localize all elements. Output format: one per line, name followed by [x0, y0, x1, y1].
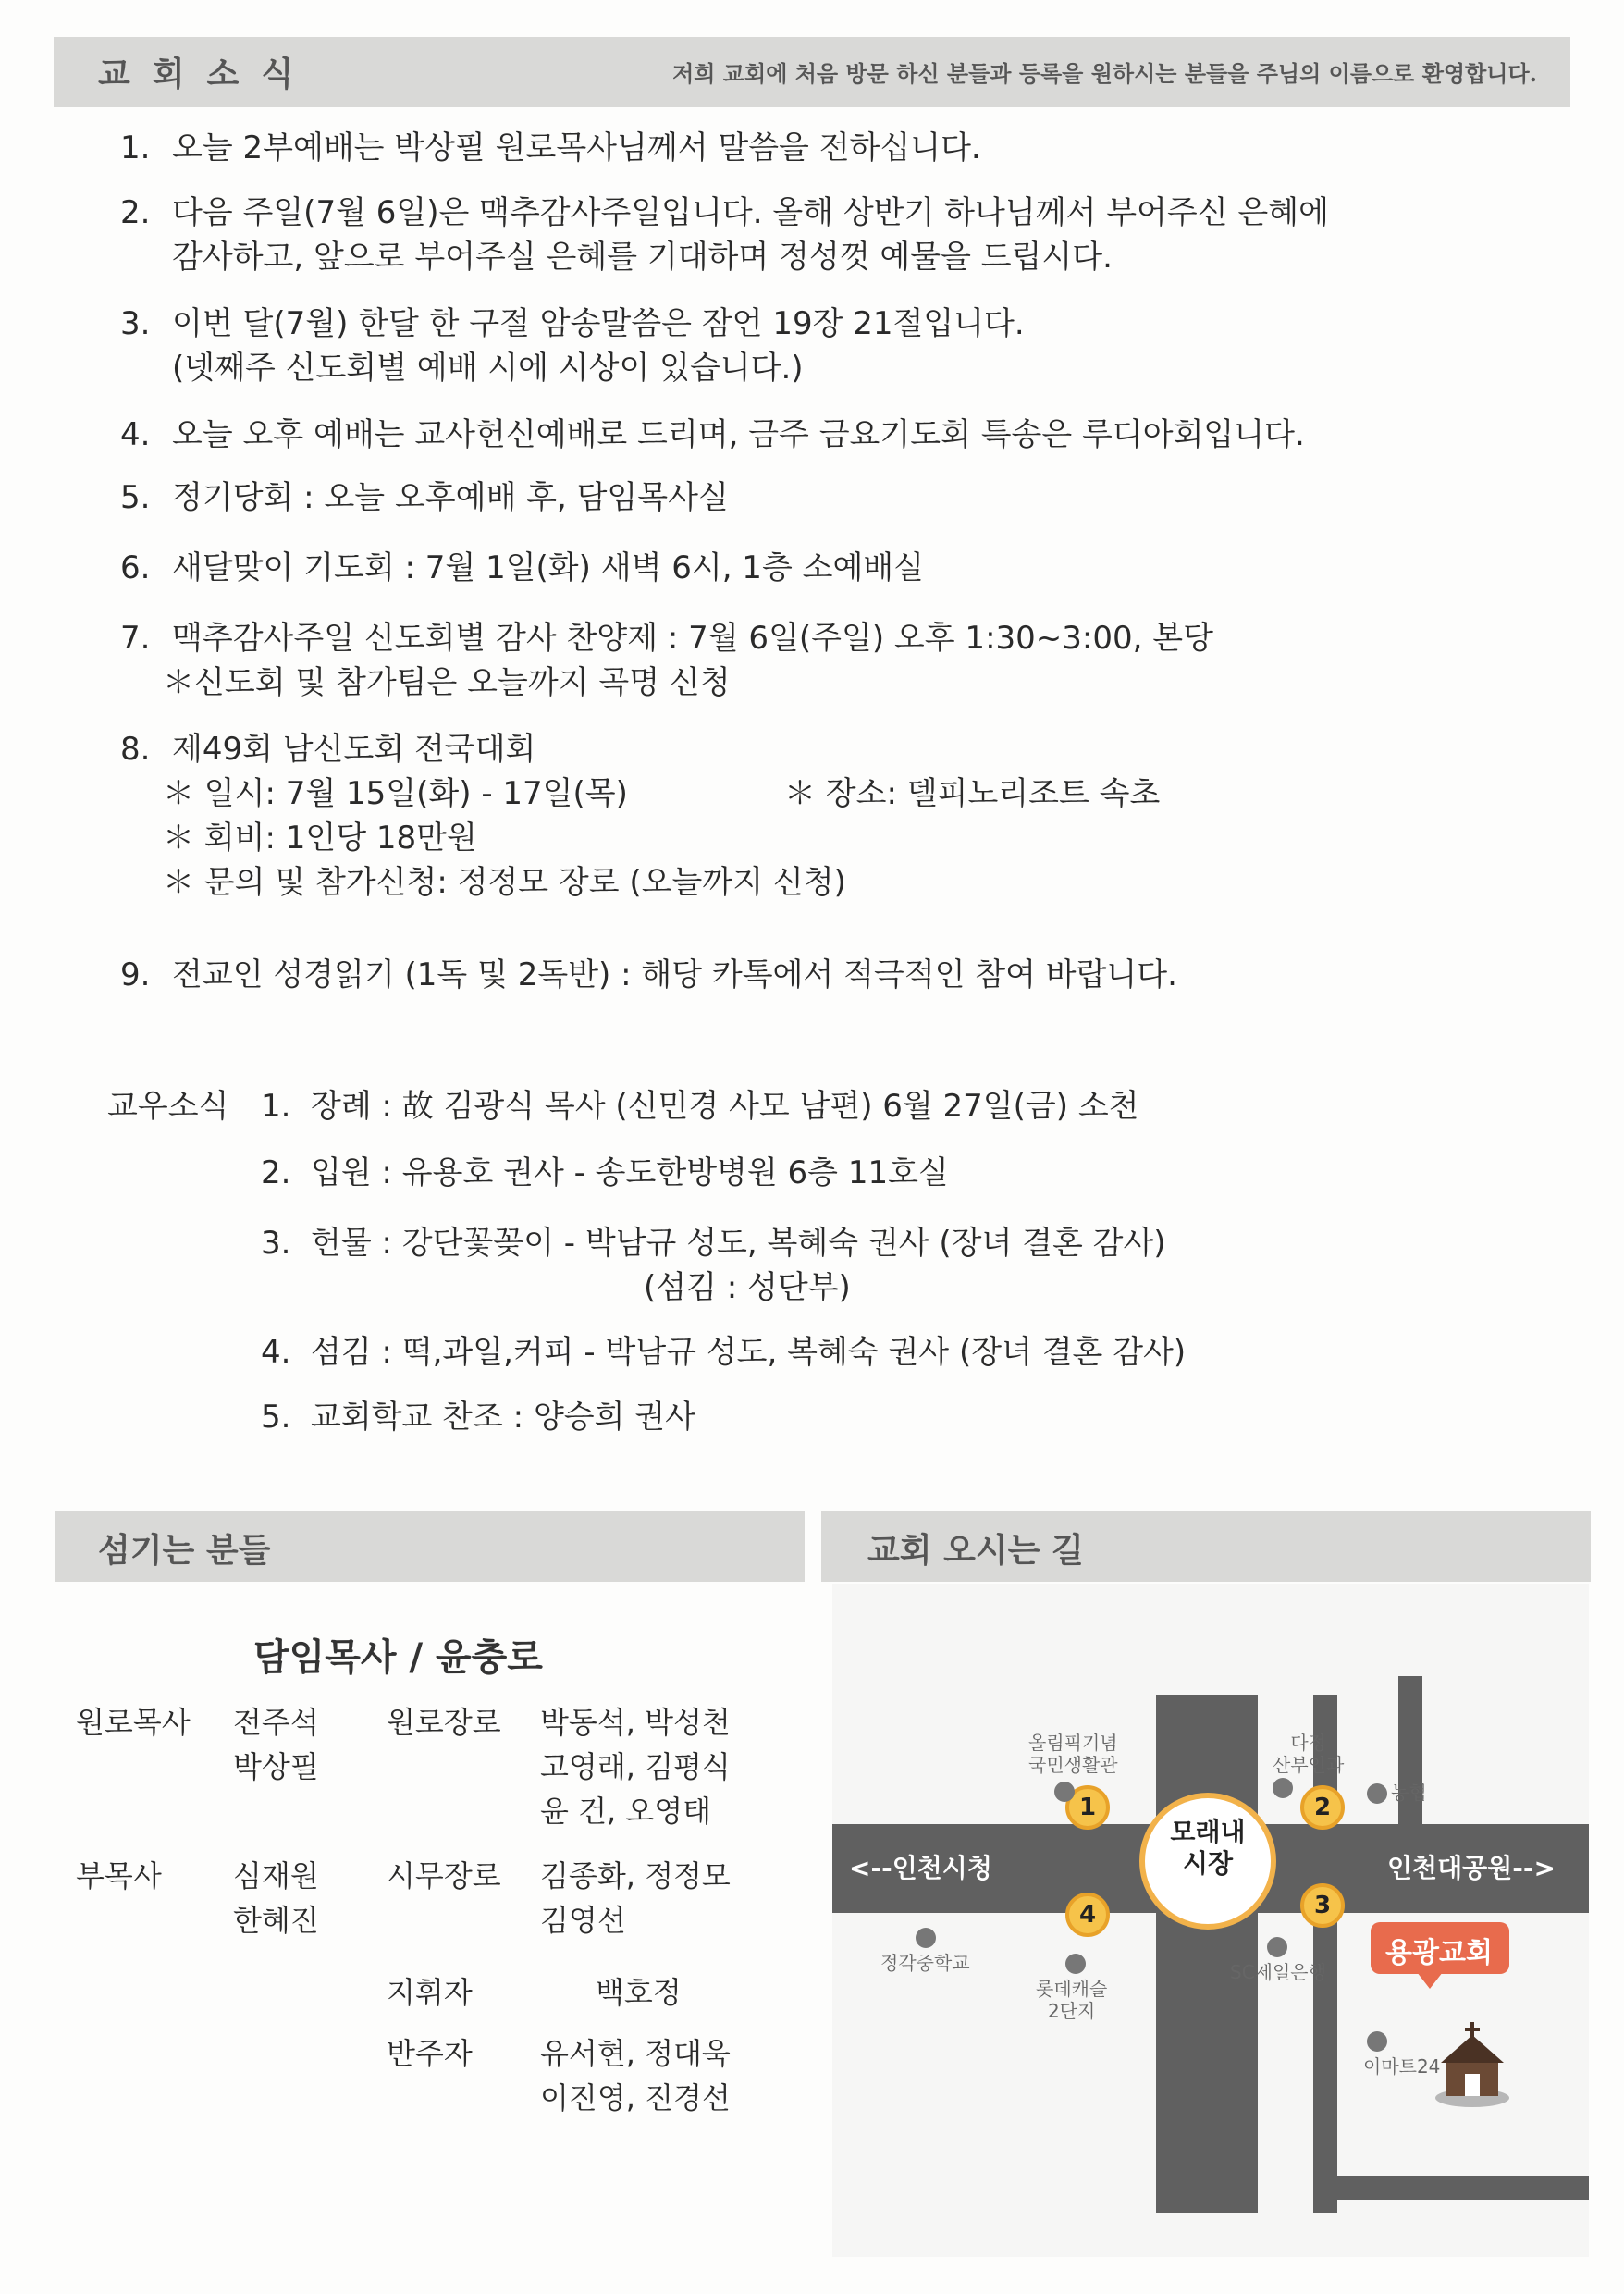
server-name-2: 박동석, 박성천 — [540, 1705, 731, 1740]
road-lower-right — [1337, 2176, 1589, 2200]
news-item-line: 제49회 남신도회 전국대회 — [172, 731, 536, 768]
server-name-2: 이진영, 진경선 — [540, 2080, 731, 2115]
server-name-2: 김영선 — [540, 1903, 626, 1938]
server-role: 원로목사 — [76, 1705, 191, 1740]
marker-sports-center — [1054, 1782, 1075, 1802]
directions-section-title: 교회 오시는 길 — [867, 1532, 1084, 1570]
server-name: 전주석 — [233, 1705, 319, 1740]
label-nh-bank: 농협 — [1391, 1782, 1427, 1804]
server-role-2: 반주자 — [387, 2036, 473, 2071]
server-role-2: 시무장로 — [387, 1858, 501, 1893]
news-item-number: 8. — [120, 731, 151, 768]
directions-header-bar — [821, 1511, 1591, 1582]
label-school: 정각중학교 — [880, 1952, 970, 1974]
news-item-line: (넷째주 신도회별 예배 시에 시상이 있습니다.) — [172, 350, 804, 387]
road-vertical-center — [1156, 1695, 1258, 2213]
label-hospital: 다정 산부인과 — [1273, 1732, 1345, 1776]
news-section-title: 교회소식 — [98, 55, 316, 93]
server-role: 부목사 — [76, 1858, 162, 1893]
news-item-line: ＊ 문의 및 참가신청: 정정모 장로 (오늘까지 신청) — [163, 864, 846, 901]
members-item-number: 5. — [261, 1399, 291, 1436]
server-name: 한혜진 — [233, 1903, 319, 1938]
news-item-number: 4. — [120, 416, 151, 453]
road-upper-right — [1398, 1676, 1422, 1843]
news-item-number: 3. — [120, 305, 151, 342]
news-item-number: 5. — [120, 479, 151, 516]
news-item-line: 새달맞이 기도회 : 7월 1일(화) 새벽 6시, 1층 소예배실 — [172, 549, 924, 586]
news-item-extra: ＊ 장소: 델피노리조트 속초 — [784, 775, 1161, 812]
marker-sc-bank — [1267, 1937, 1287, 1957]
server-name: 심재원 — [233, 1858, 319, 1893]
news-item-line: 정기당회 : 오늘 오후예배 후, 담임목사실 — [172, 479, 729, 516]
members-item-line: 교회학교 찬조 : 양승희 권사 — [311, 1399, 695, 1436]
news-item-number: 2. — [120, 194, 151, 231]
marker-lotte-castle — [1065, 1954, 1086, 1974]
server-name-2: 김종화, 정정모 — [540, 1858, 731, 1893]
point-4: 4 — [1065, 1893, 1110, 1937]
news-item-line: 오늘 오후 예배는 교사헌신예배로 드리며, 금주 금요기도회 특송은 루디아회입니다. — [172, 416, 1305, 453]
news-item-number: 9. — [120, 956, 151, 993]
label-emart24: 이마트24 — [1363, 2055, 1441, 2078]
left-arrow-label: <--인천시청 — [849, 1853, 992, 1883]
church-label: 용광교회 — [1385, 1937, 1493, 1969]
news-item-number: 6. — [120, 549, 151, 586]
label-lotte-castle: 롯데캐슬 2단지 — [1036, 1978, 1108, 2022]
members-item-line: (섬김 : 성단부) — [644, 1269, 851, 1306]
marker-school — [916, 1928, 936, 1948]
servers-header-bar — [55, 1511, 805, 1582]
point-2: 2 — [1300, 1785, 1345, 1830]
members-news-label: 교우소식 — [107, 1088, 229, 1125]
news-item-number: 1. — [120, 130, 151, 166]
directions-map — [832, 1584, 1589, 2257]
members-item-line: 입원 : 유용호 권사 - 송도한방병원 6층 11호실 — [311, 1154, 949, 1191]
church-icon — [1433, 2022, 1511, 2111]
church-pin-tail — [1417, 1972, 1443, 1989]
news-item-line: ＊ 일시: 7월 15일(화) - 17일(목) — [163, 775, 628, 812]
members-item-number: 2. — [261, 1154, 291, 1191]
news-item-line: 이번 달(7월) 한달 한 구절 암송말씀은 잠언 19장 21절입니다. — [172, 305, 1025, 342]
members-item-line: 헌물 : 강단꽃꽂이 - 박남규 성도, 복혜숙 권사 (장녀 결혼 감사) — [311, 1225, 1166, 1262]
label-sc-bank: SC제일은행 — [1230, 1961, 1326, 1983]
members-item-number: 1. — [261, 1088, 291, 1125]
servers-section-title: 섬기는 분들 — [98, 1532, 271, 1570]
members-item-number: 3. — [261, 1225, 291, 1262]
lead-pastor: 담임목사 / 윤충로 — [253, 1636, 543, 1679]
right-arrow-label: 인천대공원--> — [1387, 1853, 1556, 1883]
members-item-line: 섬김 : 떡,과일,커피 - 박남규 성도, 복혜숙 권사 (장녀 결혼 감사) — [311, 1334, 1187, 1371]
news-item-line: 다음 주일(7월 6일)은 맥추감사주일입니다. 올해 상반기 하나님께서 부어주신 은혜에 — [172, 194, 1329, 231]
server-name-2: 유서현, 정대욱 — [540, 2036, 731, 2071]
server-name-2: 윤 건, 오영태 — [540, 1794, 712, 1829]
point-3: 3 — [1300, 1883, 1345, 1928]
market-label: 모래내 시장 — [1170, 1817, 1246, 1879]
server-name-2: 백호정 — [596, 1975, 682, 2010]
news-item-line: ＊신도회 및 참가팀은 오늘까지 곡명 신청 — [163, 664, 731, 701]
server-role-2: 원로장로 — [387, 1705, 501, 1740]
members-item-number: 4. — [261, 1334, 291, 1371]
server-name: 박상필 — [233, 1749, 319, 1784]
news-header-bar — [54, 37, 1570, 107]
members-item-line: 장례 : 故 김광식 목사 (신민경 사모 남편) 6월 27일(금) 소천 — [311, 1088, 1139, 1125]
news-item-line: ＊ 회비: 1인당 18만원 — [163, 820, 477, 857]
marker-hospital — [1273, 1778, 1293, 1798]
server-role-2: 지휘자 — [387, 1975, 473, 2010]
label-sports-center: 올림픽기념 국민생활관 — [1028, 1732, 1118, 1776]
marker-nh-bank — [1367, 1783, 1387, 1804]
server-name-2: 고영래, 김평식 — [540, 1749, 731, 1784]
news-item-line: 감사하고, 앞으로 부어주실 은혜를 기대하며 정성껏 예물을 드립시다. — [172, 239, 1113, 276]
news-item-line: 오늘 2부예배는 박상필 원로목사님께서 말씀을 전하십니다. — [172, 130, 981, 166]
news-item-line: 맥추감사주일 신도회별 감사 찬양제 : 7월 6일(주일) 오후 1:30~3:00, 본당 — [172, 620, 1213, 657]
news-item-line: 전교인 성경읽기 (1독 및 2독반) : 해당 카톡에서 적극적인 참여 바랍니다. — [172, 956, 1177, 993]
marker-emart24 — [1367, 2031, 1387, 2052]
point-1: 1 — [1065, 1785, 1110, 1830]
news-welcome-text: 저희 교회에 처음 방문 하신 분들과 등록을 원하시는 분들을 주님의 이름으로 환영합니다. — [672, 60, 1537, 87]
news-item-number: 7. — [120, 620, 151, 657]
